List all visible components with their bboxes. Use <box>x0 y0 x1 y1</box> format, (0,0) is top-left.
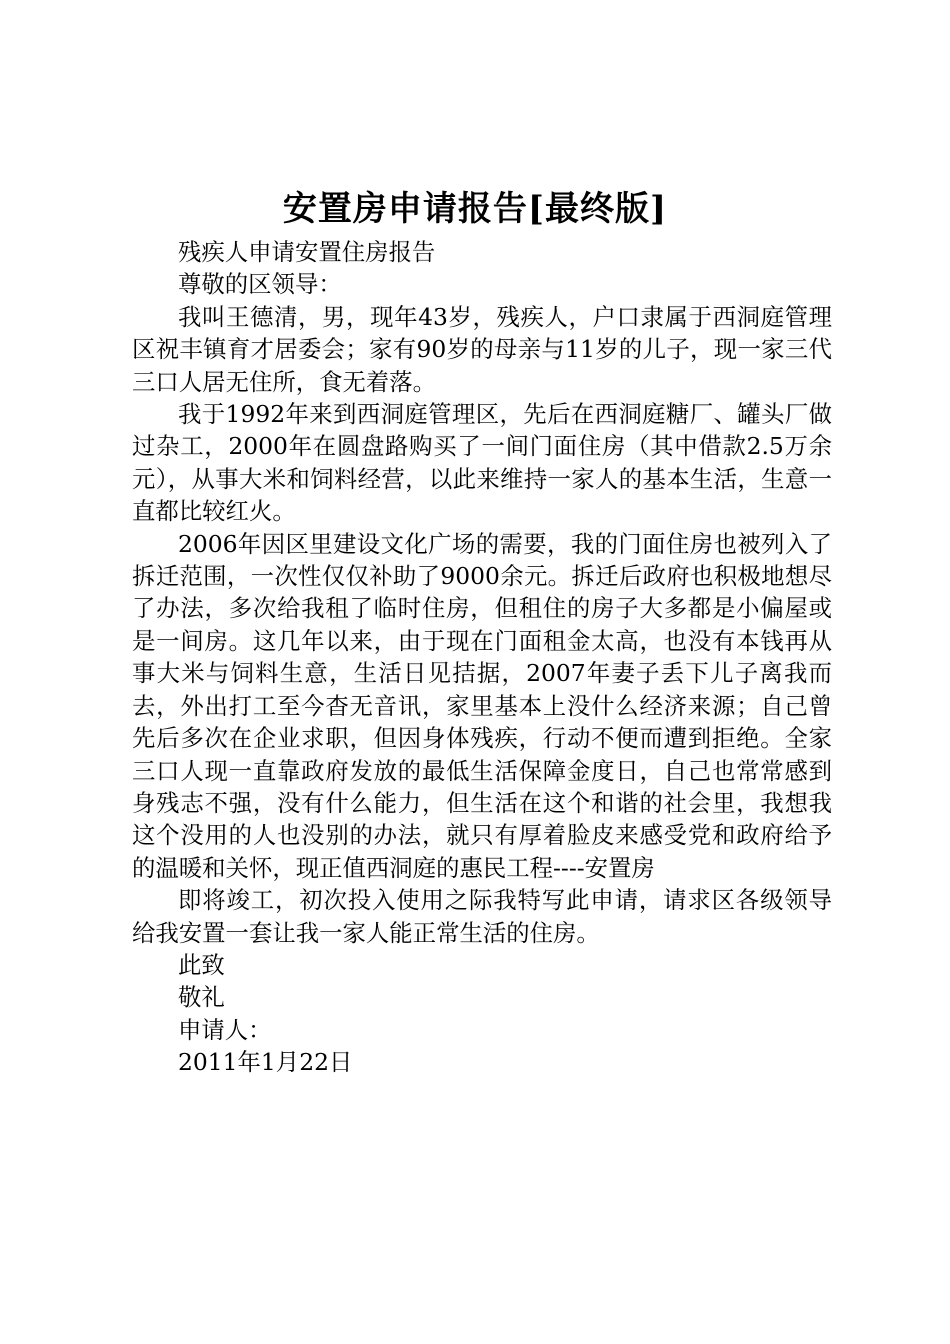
subtitle-paragraph: 残疾人申请安置住房报告 <box>178 238 436 266</box>
hardship-paragraph: 2006年因区里建设文化广场的需要，我的门面住房也被列入了拆迁范围，一次性仅仅补助了9000余元。拆迁后政府也积极地想尽了办法，多次给我租了临时住房，但租住的房子大多都是小偏屋或是一间房。这几年以来，由于现在门面租金太高，也没有本钱再从事大米与饲料生意，生活日见拮据，2007年妻子丢下儿子离我而去，外出打工至今杳无音讯，家里基本上没什么经济来源；自己曾先后多次在企业求职，但因身体残疾，行动不便而遭到拒绝。全家三口人现一直靠政府发放的最低生活保障金度日，自己也常常感到身残志不强，没有什么能力，但生活在这个和谐的社会里，我想我这个没用的人也没别的办法，就只有厚着脸皮来感受党和政府给予的温暖和关怀，现正值西洞庭的惠民工程----安置房 <box>132 529 832 882</box>
document-title: 安置房申请报告[最终版] <box>282 189 668 229</box>
intro-paragraph: 我叫王德清，男，现年43岁，残疾人，户口隶属于西洞庭管理区祝丰镇育才居委会；家有90岁的母亲与11岁的儿子，现一家三代三口人居无住所，食无着落。 <box>132 302 832 396</box>
date-line: 2011年1月22日 <box>178 1048 353 1077</box>
salutation-paragraph: 尊敬的区领导： <box>178 270 342 299</box>
document-body <box>132 236 832 1079</box>
closing-jing-li: 敬礼 <box>178 983 225 1012</box>
closing-ci-zhi: 此致 <box>178 950 225 979</box>
applicant-line: 申请人： <box>178 1015 272 1044</box>
background-paragraph: 我于1992年来到西洞庭管理区，先后在西洞庭糖厂、罐头厂做过杂工，2000年在圆盘路购买了一间门面住房（其中借款2.5万余元），从事大米和饲料经营，以此来维持一家人的基本生活，生意一直都比较红火。 <box>132 400 832 526</box>
request-paragraph: 即将竣工，初次投入使用之际我特写此申请，请求区各级领导给我安置一套让我一家人能正常生活的住房。 <box>132 886 832 947</box>
